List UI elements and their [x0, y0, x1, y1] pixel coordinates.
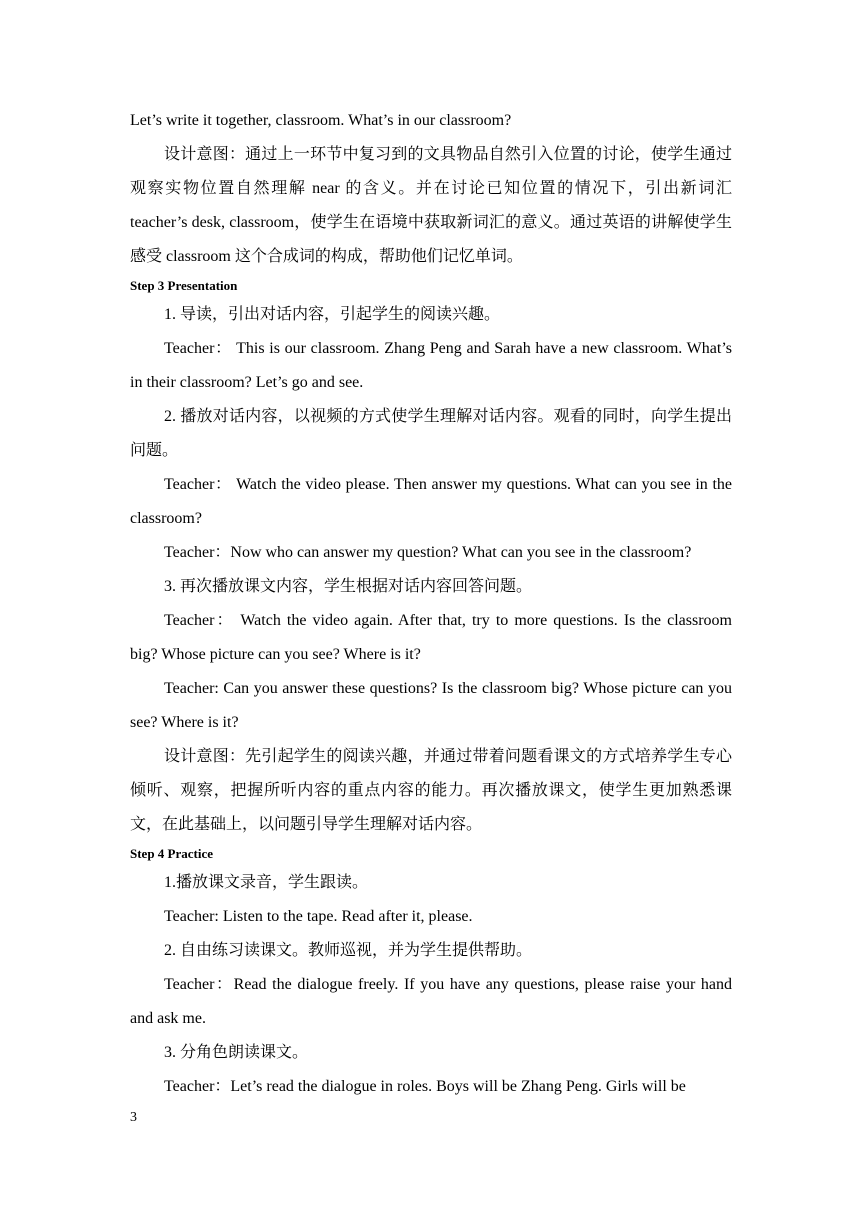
paragraph: Teacher：Let’s read the dialogue in roles. Boys will be Zhang Peng. Girls will be: [164, 1078, 686, 1095]
paragraph: 1.播放课文录音，学生跟读。: [164, 874, 369, 891]
paragraph: Teacher： This is our classroom. Zhang Peng and Sarah have a new classroom. What’s in their classroom? Let’s go and see.: [130, 340, 732, 391]
paragraph: Teacher：Now who can answer my question? What can you see in the classroom?: [164, 544, 692, 561]
design-intent-paragraph: 设计意图：通过上一环节中复习到的文具物品自然引入位置的讨论，使学生通过观察实物位置自然理解 near 的含义。并在讨论已知位置的情况下，引出新词汇 teacher’s desk, classroom，使学生在语境中获取新词汇的意义。通过英语的讲解使学生感受 classroom 这个合成词的构成，帮助他们记忆单词。: [130, 146, 732, 265]
paragraph: Teacher: Can you answer these questions? Is the classroom big? Whose picture can you see? Where is it?: [130, 680, 732, 731]
paragraph: 3. 分角色朗读课文。: [164, 1044, 309, 1061]
paragraph: Teacher: Listen to the tape. Read after it, please.: [164, 908, 473, 925]
page-body: [130, 104, 732, 1104]
paragraph: Teacher：Read the dialogue freely. If you have any questions, please raise your hand and ask me.: [130, 976, 732, 1027]
section-heading-step-4: Step 4 Practice: [130, 846, 214, 861]
paragraph: 2. 自由练习读课文。教师巡视，并为学生提供帮助。: [164, 942, 533, 959]
paragraph: 1. 导读，引出对话内容，引起学生的阅读兴趣。: [164, 306, 501, 323]
section-heading-step-3: Step 3 Presentation: [130, 278, 238, 293]
paragraph: Teacher： Watch the video again. After that, try to more questions. Is the classroom big? Whose picture can you see? Where is it?: [130, 612, 732, 663]
paragraph: Teacher： Watch the video please. Then answer my questions. What can you see in the classroom?: [130, 476, 732, 527]
page-number: 3: [130, 1110, 137, 1125]
paragraph: 3. 再次播放课文内容，学生根据对话内容回答问题。: [164, 578, 533, 595]
paragraph: Let’s write it together, classroom. What’s in our classroom?: [130, 112, 512, 129]
design-intent-paragraph: 设计意图：先引起学生的阅读兴趣，并通过带着问题看课文的方式培养学生专心倾听、观察，把握所听内容的重点内容的能力。再次播放课文，使学生更加熟悉课文，在此基础上，以问题引导学生理解对话内容。: [130, 748, 732, 833]
paragraph: 2. 播放对话内容，以视频的方式使学生理解对话内容。观看的同时，向学生提出问题。: [130, 408, 732, 459]
